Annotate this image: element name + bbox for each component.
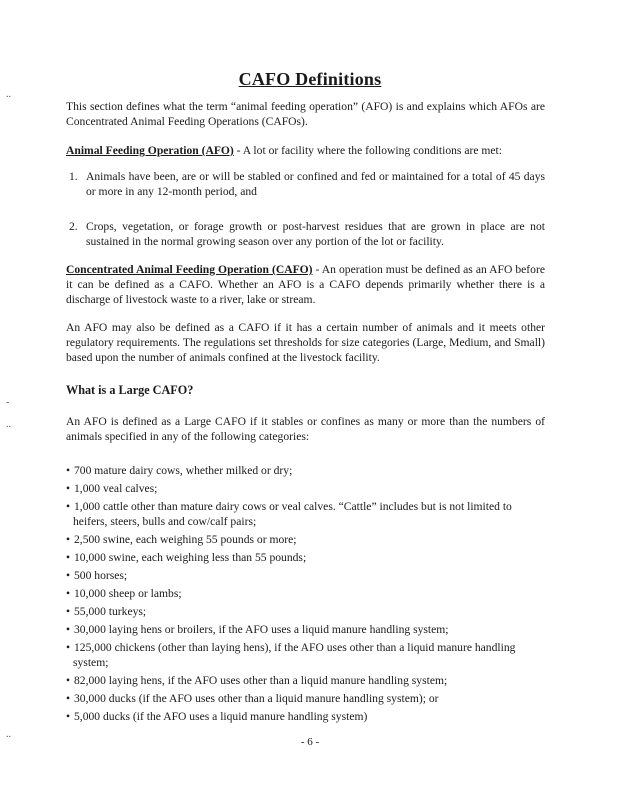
- bullet-icon: •: [66, 605, 71, 618]
- bullet-icon: •: [66, 710, 71, 723]
- list-item: • 5,000 ducks (if the AFO uses a liquid manure handling system): [66, 710, 368, 723]
- cafo-term: Concentrated Animal Feeding Operation (CAFO): [66, 263, 313, 276]
- list-item: • 1,000 cattle other than mature dairy cows or veal calves. “Cattle” includes but is not limited to heifers, steers, bulls and cow/calf pairs;: [66, 500, 512, 528]
- bullet-icon: •: [66, 674, 71, 687]
- bullet-icon: •: [66, 692, 71, 705]
- list-item: • 55,000 turkeys;: [66, 605, 147, 618]
- condition-text: Crops, vegetation, or forage growth or post-harvest residues that are grown in place are not sustained in the normal growing season over any portion of the lot or facility.: [86, 220, 545, 248]
- cafo-definition: [66, 262, 545, 307]
- margin-mark: -: [6, 397, 10, 408]
- condition-item: [66, 169, 545, 199]
- condition-text: Animals have been, are or will be stabled or confined and fed or maintained for a total of 45 days or more in any 12-month period, and: [86, 170, 545, 198]
- list-item: • 10,000 sheep or lambs;: [66, 587, 182, 600]
- afo-definition-text: - A lot or facility where the following conditions are met:: [233, 144, 502, 157]
- bullet-icon: •: [66, 482, 71, 495]
- list-item: • 30,000 ducks (if the AFO uses other than a liquid manure handling system); or: [66, 692, 439, 705]
- margin-mark: ..: [6, 729, 11, 740]
- document-page: [66, 0, 554, 800]
- afo-term: Animal Feeding Operation (AFO): [66, 144, 234, 157]
- cafo-definition-text: - An operation must be defined as an AFO before it can be defined as a CAFO. Whether an AFO is a CAFO depends primarily whether there is a discharge of livestock waste to a river, lake or stream.: [66, 263, 545, 306]
- margin-mark: ..: [6, 419, 11, 430]
- large-cafo-list: [66, 463, 545, 727]
- list-item: • 82,000 laying hens, if the AFO uses other than a liquid manure handling system;: [66, 674, 448, 687]
- large-cafo-heading: What is a Large CAFO?: [66, 383, 194, 397]
- bullet-icon: •: [66, 623, 71, 636]
- bullet-icon: •: [66, 587, 71, 600]
- intro-paragraph: This section defines what the term “animal feeding operation” (AFO) is and explains which AFOs are Concentrated Animal Feeding Operations (CAFOs).: [66, 100, 545, 128]
- list-item: • 1,000 veal calves;: [66, 482, 158, 495]
- bullet-icon: •: [66, 500, 71, 513]
- bullet-icon: •: [66, 533, 71, 546]
- afo-definition: [66, 143, 545, 158]
- bullet-icon: •: [66, 551, 71, 564]
- size-paragraph: An AFO may also be defined as a CAFO if it has a certain number of animals and it meets other regulatory requirements. The regulations set thresholds for size categories (Large, Medium, and Small) based upon the number of animals confined at the livestock facility.: [66, 321, 545, 364]
- margin-mark: ..: [6, 89, 11, 100]
- page-number: - 6 -: [300, 736, 320, 748]
- bullet-icon: •: [66, 464, 71, 477]
- condition-number: 1.: [69, 170, 78, 183]
- bullet-icon: •: [66, 569, 71, 582]
- bullet-icon: •: [66, 641, 71, 654]
- list-item: • 30,000 laying hens or broilers, if the AFO uses a liquid manure handling system;: [66, 623, 449, 636]
- large-cafo-intro: An AFO is defined as a Large CAFO if it stables or confines as many or more than the numbers of animals specified in any of the following categories:: [66, 415, 545, 443]
- list-item: • 500 horses;: [66, 569, 128, 582]
- page-title: CAFO Definitions: [238, 69, 382, 89]
- condition-item: [66, 219, 545, 249]
- list-item: • 700 mature dairy cows, whether milked or dry;: [66, 464, 293, 477]
- list-item: • 2,500 swine, each weighing 55 pounds or more;: [66, 533, 297, 546]
- list-item: • 10,000 swine, each weighing less than 55 pounds;: [66, 551, 307, 564]
- condition-number: 2.: [69, 220, 78, 233]
- list-item: • 125,000 chickens (other than laying hens), if the AFO uses other than a liquid manure handling system;: [66, 641, 516, 669]
